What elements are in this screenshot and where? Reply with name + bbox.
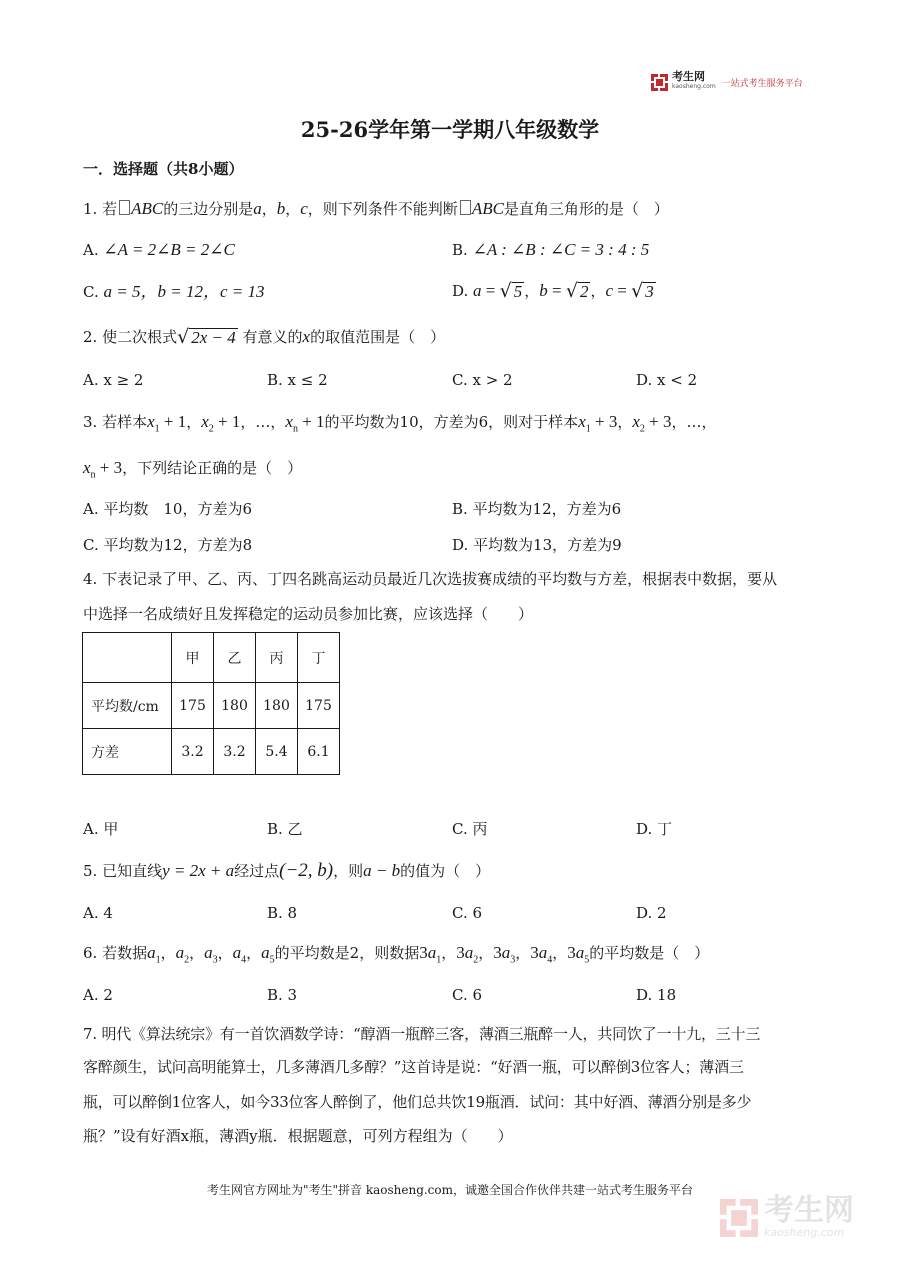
watermark (720, 1193, 854, 1239)
question-6-option-b[interactable]: B. 3 (267, 986, 298, 1004)
table-cell: 甲 (172, 633, 214, 683)
question-6-stem: 6. 若数据$a_1$，$a_2$，$a_3$，$a_4$，$a_5$的平均数是2，则数据$3a_1$，$3a_2$，$3a_3$，$3a_4$，$3a_5$的平均数是（ ） (83, 943, 710, 966)
watermark-logo-icon (720, 1199, 758, 1237)
table-cell: 3.2 (172, 729, 214, 775)
question-5-stem: 5. 已知直线y = 2x + a经过点(−2, b)，则a − b的值为（ ） (83, 860, 491, 881)
question-4-option-c[interactable]: C. 丙 (452, 820, 488, 838)
question-1-stem: 1. 若 ABC的三边分别是a，b，c，则下列条件不能判断 ABC是直角三角形的是（ ） (83, 199, 669, 218)
question-5-option-a[interactable]: A. 4 (83, 904, 113, 922)
question-1-option-b[interactable]: B. ∠A : ∠B : ∠C = 3 : 4 : 5 (452, 240, 650, 259)
question-4-stem-line-1: 4. 下表记录了甲、乙、丙、丁四名跳高运动员最近几次选拔赛成绩的平均数与方差，根据表中数据，要从 (83, 570, 778, 588)
question-7-line-1: 7. 明代《算法统宗》有一首饮酒数学诗：“醇酒一瓶醉三客，薄酒三瓶醉一人，共同饮了一十九，三十三 (83, 1025, 761, 1043)
question-5-option-c[interactable]: C. 6 (452, 904, 483, 922)
question-1-option-c[interactable]: C. a = 5，b = 12，c = 13 (83, 282, 265, 301)
question-2-option-c[interactable]: C. x > 2 (452, 371, 513, 389)
question-3-option-b[interactable]: B. 平均数为12，方差为6 (452, 500, 622, 518)
table-cell: 180 (256, 683, 298, 729)
question-5-option-d[interactable]: D. 2 (636, 904, 667, 922)
watermark-name: 考生网 (764, 1193, 854, 1228)
question-2-stem: 2. 使二次根式 √ 2x − 4 有意义的 x 的取值范围是（ ） (83, 326, 446, 348)
triangle-symbol-icon (460, 200, 471, 215)
page-footer: 考生网官方网址为"考生"拼音 kaosheng.com，诚邀全国合作伙伴共建一站式考生服务平台 (206, 1183, 694, 1197)
table-cell (83, 633, 172, 683)
question-5-option-b[interactable]: B. 8 (267, 904, 298, 922)
question-2-option-a[interactable]: A. x ≥ 2 (83, 371, 144, 389)
question-6-option-c[interactable]: C. 6 (452, 986, 483, 1004)
page-title: 25-26学年第一学期八年级数学 (300, 117, 600, 142)
question-7-line-3: 瓶，可以醉倒1位客人，如今33位客人醉倒了，他们总共饮19瓶酒．试问：其中好酒、薄酒分别是多少 (83, 1093, 752, 1111)
question-3-stem-line-1: 3. 若样本$x_1 + 1$，$x_2 + 1$，…，$x_n + 1$的平均数为10，方差为6，则对于样本$x_1 + 3$，$x_2 + 3$，…， (83, 412, 717, 435)
logo-name: 考生网 (672, 70, 705, 83)
question-3-option-c[interactable]: C. 平均数为12，方差为8 (83, 536, 253, 554)
question-1-option-d[interactable]: D. a = √ 5 ， b = √ 2 ， c = √ 3 (452, 280, 654, 302)
question-4-option-d[interactable]: D. 丁 (636, 820, 673, 838)
table-cell: 丁 (298, 633, 340, 683)
table-cell: 6.1 (298, 729, 340, 775)
header-logo (651, 72, 803, 92)
table-cell: 丙 (256, 633, 298, 683)
question-6-option-a[interactable]: A. 2 (83, 986, 113, 1004)
question-4-option-a[interactable]: A. 甲 (83, 820, 119, 838)
table-cell: 平均数/cm (83, 683, 172, 729)
table-cell: 方差 (83, 729, 172, 775)
watermark-url: kaosheng.com (764, 1226, 845, 1239)
table-cell: 乙 (214, 633, 256, 683)
logo-icon (651, 74, 668, 91)
question-7-line-2: 客醉颜生，试问高明能算士，几多薄酒几多醇？”这首诗是说：“好酒一瓶，可以醉倒3位客人；薄酒三 (83, 1058, 744, 1076)
table-row (83, 729, 340, 775)
question-7-line-4: 瓶？”设有好酒x瓶，薄酒y瓶．根据题意，可列方程组为（ ） (83, 1127, 513, 1145)
question-3-option-a[interactable]: A. 平均数 10，方差为6 (83, 500, 252, 518)
logo-url: kaosheng.com (672, 83, 716, 90)
table-cell: 180 (214, 683, 256, 729)
score-table (82, 632, 340, 775)
table-row (83, 683, 340, 729)
question-3-stem-line-2: $x_n + 3$，下列结论正确的是（ ） (83, 458, 303, 481)
table-cell: 175 (172, 683, 214, 729)
question-1-option-a[interactable]: A. ∠A = 2∠B = 2∠C (83, 240, 235, 259)
table-cell: 5.4 (256, 729, 298, 775)
table-header-row (83, 633, 340, 683)
triangle-symbol-icon (119, 200, 130, 215)
logo-slogan: 一站式考生服务平台 (721, 78, 803, 89)
table-cell: 175 (298, 683, 340, 729)
question-4-option-b[interactable]: B. 乙 (267, 820, 303, 838)
question-6-option-d[interactable]: D. 18 (636, 986, 677, 1004)
question-3-option-d[interactable]: D. 平均数为13，方差为9 (452, 536, 622, 554)
question-4-stem-line-2: 中选择一名成绩好且发挥稳定的运动员参加比赛，应该选择（ ） (83, 605, 534, 623)
section-heading: 一．选择题（共8小题） (83, 160, 244, 178)
table-cell: 3.2 (214, 729, 256, 775)
question-2-option-d[interactable]: D. x < 2 (636, 371, 698, 389)
question-2-option-b[interactable]: B. x ≤ 2 (267, 371, 328, 389)
